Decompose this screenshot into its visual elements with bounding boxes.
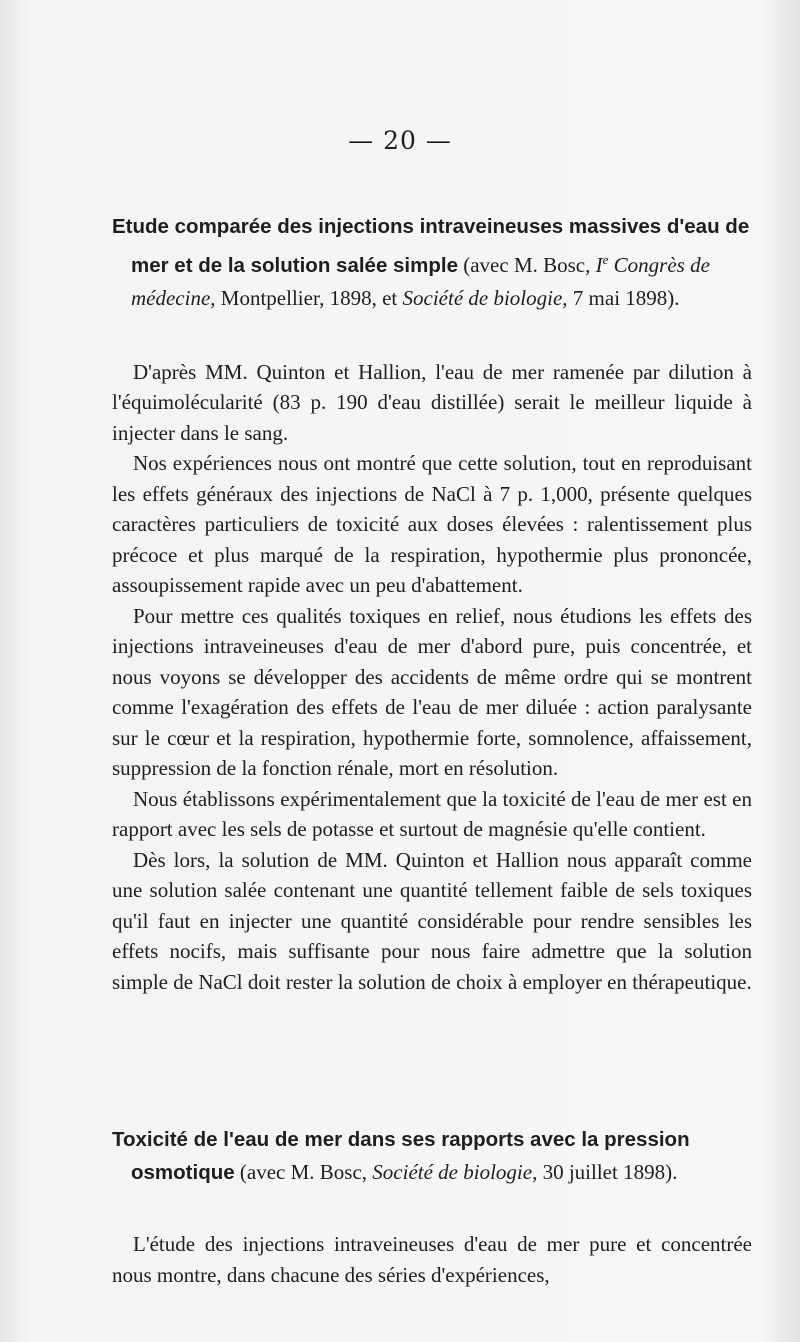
- section-2-paragraph-1: L'étude des injections intraveineuses d'eau de mer pure et concentrée nous montre, dans chacune des séries d'expériences,: [112, 1232, 752, 1287]
- section-1-title-line-3: [112, 282, 752, 315]
- section-1-ref-open: (avec M. Bosc,: [457, 252, 596, 277]
- section-1-ref-congress-rest: Congrès de: [608, 252, 710, 277]
- section-1: [112, 210, 752, 997]
- section-1-title-line-1: Etude comparée des injections intraveineuses massives d'eau de: [112, 215, 750, 238]
- section-2-title-bold: osmotique: [131, 1161, 235, 1184]
- section-1-heading: [112, 210, 752, 315]
- section-1-ref-congress: I: [595, 252, 603, 277]
- section-1-title-bold: mer et de la solution salée simple: [131, 253, 458, 277]
- section-2-body: [112, 1229, 752, 1290]
- section-1-title-line-2: [112, 243, 752, 282]
- section-2-title-line-2: [112, 1156, 752, 1189]
- section-2-heading: [112, 1123, 752, 1189]
- section-2-title-line-1: Toxicité de l'eau de mer dans ses rapports avec la pression: [112, 1128, 690, 1151]
- section-2-ref-date: , 30 juillet 1898).: [532, 1160, 678, 1184]
- section-2-ref-open: (avec M. Bosc,: [234, 1160, 373, 1184]
- page-number: — 20 —: [348, 126, 452, 155]
- section-1-ref-medecine: médecine: [131, 285, 211, 310]
- section-1-paragraph-1: D'après MM. Quinton et Hallion, l'eau de mer ramenée par dilution à l'équimolécularité (83 p. 190 d'eau distillée) serait le meilleur liquide à injecter dans le sang.: [112, 359, 752, 445]
- section-1-paragraph-5: Dès lors, la solution de MM. Quinton et Hallion nous apparaît comme une solution salée contenant une quantité tellement faible de sels toxiques qu'il faut en injecter une quantité considérable pour rendre sensibles les effets nocifs, mais suffisante pour nous faire admettre que la solution simple de NaCl doit rester la solution de choix à employer en thérapeutique.: [112, 847, 752, 994]
- section-2: [112, 1123, 752, 1290]
- section-1-ref-congress-sup: e: [602, 252, 609, 267]
- section-2-ref-society: Société de biologie: [372, 1160, 533, 1184]
- section-1-paragraph-4: Nous établissons expérimentalement que la toxicité de l'eau de mer est en rapport avec les sels de potasse et surtout de magnésie qu'elle contient.: [112, 786, 752, 842]
- section-1-ref-society: Société de biologie: [402, 285, 563, 310]
- section-1-paragraph-3: Pour mettre ces qualités toxiques en relief, nous étudions les effets des injections intraveineuses d'eau de mer d'abord pure, puis concentrée, et nous voyons se développer des accidents de même ordre qui se montrent comme l'exagération des effets de l'eau de mer diluée : action paralysante sur le cœur et la respiration, hypothermie forte, somnolence, affaissement, suppression de la fonction rénale, mort en résolution.: [112, 603, 752, 781]
- section-1-ref-location: , Montpellier, 1898, et: [210, 285, 403, 310]
- section-1-paragraph-2: Nos expériences nous ont montré que cette solution, tout en reproduisant les effets généraux des injections de NaCl à 7 p. 1,000, présente quelques caractères particuliers de toxicité aux doses élevées : ralentissement plus précoce et plus marqué de la respiration, hypothermie plus prononcée, assoupissement rapide avec un peu d'abattement.: [112, 451, 752, 598]
- section-1-body: [112, 357, 752, 998]
- section-1-ref-date: , 7 mai 1898).: [562, 285, 680, 310]
